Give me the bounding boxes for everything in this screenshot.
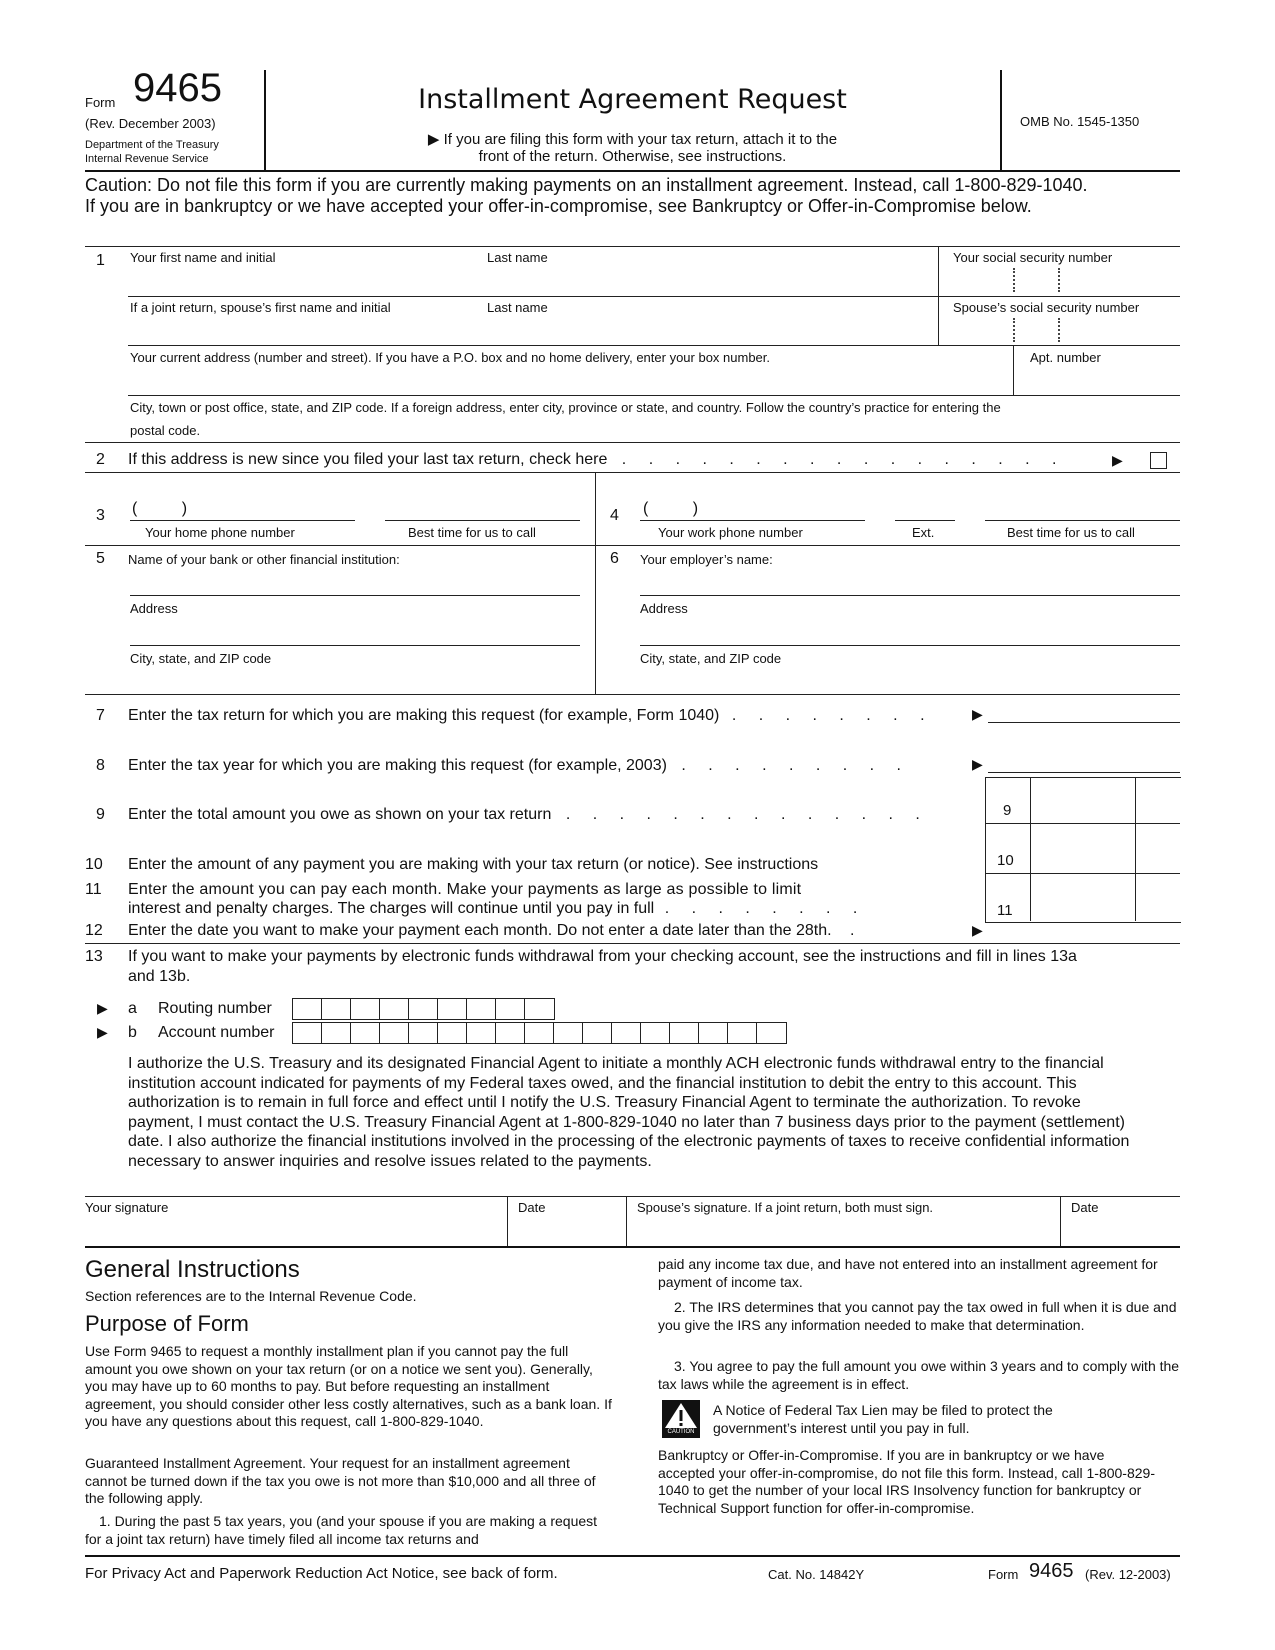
line-13a-letter: a xyxy=(128,1000,137,1017)
box-10-label: 10 xyxy=(997,852,1014,869)
line-3-number: 3 xyxy=(96,507,105,524)
line-8-number: 8 xyxy=(96,757,105,774)
box-9-label: 9 xyxy=(1003,802,1012,819)
line-8-dots: . . . . . . . . . xyxy=(681,757,910,774)
spouse-ssn-label: Spouse’s social security number xyxy=(953,300,1140,315)
line-13-label-1: If you want to make your payments by electronic funds withdrawal from your checking account, see the instructions and fill in lines 13a xyxy=(128,948,1077,965)
line-12-text xyxy=(128,922,854,940)
line-2-arrow-icon: ▶ xyxy=(1112,452,1123,468)
section-references: Section references are to the Internal Revenue Code. xyxy=(85,1288,417,1304)
home-phone-field[interactable] xyxy=(130,498,355,520)
date-label-1: Date xyxy=(518,1200,546,1215)
apt-number-label: Apt. number xyxy=(1030,350,1101,365)
item-1-continued: paid any income tax due, and have not entered into an installment agreement for payment of income tax. xyxy=(658,1256,1158,1290)
monthly-payment-field[interactable] xyxy=(1031,874,1179,920)
purpose-heading: Purpose of Form xyxy=(85,1311,249,1336)
line-9-label: Enter the total amount you owe as shown on your tax return xyxy=(128,806,552,823)
line-11-number: 11 xyxy=(85,881,102,898)
home-best-time-field[interactable] xyxy=(385,498,580,520)
guaranteed-text: Guaranteed Installment Agreement. Your request for an installment agreement cannot be turned down if the tax you owe is not more than $10,000 and all three of the following apply. xyxy=(85,1455,596,1506)
line-8-text xyxy=(128,757,910,775)
employer-city-label: City, state, and ZIP code xyxy=(640,651,782,666)
work-best-time-label: Best time for us to call xyxy=(1007,525,1135,540)
item-2-text: 2. The IRS determines that you cannot pay the tax owed in full when it is due and you give the IRS any information needed to make that determination. xyxy=(658,1299,1177,1333)
payment-with-return-field[interactable] xyxy=(1031,824,1179,872)
last-name-label: Last name xyxy=(487,250,548,265)
line-9-text xyxy=(128,806,929,824)
tax-year-field[interactable] xyxy=(988,750,1180,772)
account-number-input[interactable] xyxy=(292,1022,787,1044)
spouse-name-field[interactable] xyxy=(128,315,938,345)
form-revision: (Rev. December 2003) xyxy=(85,116,216,131)
spouse-first-name-label: If a joint return, spouse’s first name and initial xyxy=(130,300,391,315)
ext-field[interactable] xyxy=(895,498,955,520)
line-2-text xyxy=(128,451,1066,469)
employer-name-label: Your employer’s name: xyxy=(640,552,773,567)
home-phone-paren: ( ) xyxy=(132,500,188,517)
account-number-label: Account number xyxy=(158,1024,275,1041)
line-5-number: 5 xyxy=(96,550,105,567)
line-4-number: 4 xyxy=(610,507,619,524)
line-12-arrow-icon: ▶ xyxy=(972,922,983,938)
filing-instruction-1: ▶ If you are filing this form with your tax return, attach it to the xyxy=(427,131,838,148)
address-changed-checkbox[interactable] xyxy=(1150,452,1167,469)
line-13-number: 13 xyxy=(85,948,103,965)
line-9-dots: . . . . . . . . . . . . . . xyxy=(565,806,929,823)
line-2-number: 2 xyxy=(96,451,105,468)
work-phone-label: Your work phone number xyxy=(658,525,803,540)
line-7-text xyxy=(128,707,934,725)
footer-form-label: Form xyxy=(988,1567,1019,1582)
date-field-1[interactable] xyxy=(509,1215,624,1245)
line-11-dots: . . . . . . . . xyxy=(664,900,867,917)
filing-instruction-2: front of the return. Otherwise, see instructions. xyxy=(478,148,787,165)
page-title: Installment Agreement Request xyxy=(418,84,847,115)
routing-number-input[interactable] xyxy=(292,998,555,1020)
department: Department of the Treasury xyxy=(85,139,219,151)
address-field[interactable] xyxy=(128,365,1013,395)
general-instructions-heading: General Instructions xyxy=(85,1256,300,1283)
bank-city-field[interactable] xyxy=(130,667,580,693)
home-phone-label: Your home phone number xyxy=(145,525,295,540)
date-label-2: Date xyxy=(1071,1200,1099,1215)
line-8-label: Enter the tax year for which you are making this request (for example, 2003) xyxy=(128,757,667,774)
item-1-text: 1. During the past 5 tax years, you (and your spouse if you are making a request for a joint tax return) have timely filed all income tax returns and xyxy=(85,1513,598,1547)
bank-name-field[interactable] xyxy=(130,568,580,594)
caution-icon-text: CAUTION xyxy=(667,1429,695,1435)
authorization-text: I authorize the U.S. Treasury and its designated Financial Agent to initiate a monthly ACH electronic funds withdrawal entry to the financial institution account indicated for payments of my Federal taxes owed, and the financial institution to debit the entry to this account. This authorization is to remain in full force and effect until I notify the U.S. Treasury Financial Agent to terminate the authorization. To revoke payment, I must contact the U.S. Treasury Financial Agent at 1-800-829-1040 no later than 7 business days prior to the payment (settlement) date. I also authorize the financial institutions involved in the processing of the electronic payments of taxes to receive confidential information necessary to answer inquiries and resolve issues related to the payments. xyxy=(128,1055,1130,1170)
work-best-time-field[interactable] xyxy=(985,498,1180,520)
line-10-number: 10 xyxy=(85,856,103,873)
line-6-number: 6 xyxy=(610,550,619,567)
spouse-signature-label: Spouse’s signature. If a joint return, both must sign. xyxy=(637,1200,934,1215)
line-7-dots: . . . . . . . . xyxy=(731,707,934,724)
line-12-label: Enter the date you want to make your payment each month. Do not enter a date later than the 28th. xyxy=(128,922,832,939)
line-7-label: Enter the tax return for which you are making this request (for example, Form 1040) xyxy=(128,707,720,724)
work-phone-paren: ( ) xyxy=(643,500,699,517)
caution-line-2: If you are in bankruptcy or we have accepted your offer-in-compromise, see Bankruptcy or Offer-in-Compromise below. xyxy=(85,196,1032,216)
line-13b-arrow-icon: ▶ xyxy=(97,1024,108,1040)
privacy-notice: For Privacy Act and Paperwork Reduction Act Notice, see back of form. xyxy=(85,1565,558,1582)
line-9-number: 9 xyxy=(96,806,105,823)
address-label: Your current address (number and street). If you have a P.O. box and no home delivery, enter your box number. xyxy=(130,350,771,365)
employer-address-field[interactable] xyxy=(640,617,1180,643)
footer-form-number: 9465 xyxy=(1029,1560,1074,1582)
ssn-field[interactable] xyxy=(940,265,1180,295)
footer-revision: (Rev. 12-2003) xyxy=(1085,1567,1171,1582)
tax-return-field[interactable] xyxy=(988,700,1180,722)
item-3-text: 3. You agree to pay the full amount you owe within 3 years and to comply with the tax laws while the agreement is in effect. xyxy=(658,1358,1180,1392)
line-13-label-2: and 13b. xyxy=(128,968,191,985)
box-11-label: 11 xyxy=(997,902,1013,919)
line-7-number: 7 xyxy=(96,707,105,724)
first-name-field[interactable] xyxy=(128,265,938,295)
form-number: 9465 xyxy=(133,66,222,110)
form-label: Form xyxy=(85,95,116,110)
caution-icon xyxy=(662,1400,700,1438)
city-field[interactable] xyxy=(300,415,1180,441)
caution-line-1: Caution: Do not file this form if you are currently making payments on an installment agreement. Instead, call 1-800-829-1040. xyxy=(85,175,1088,195)
line-7-arrow-icon: ▶ xyxy=(972,706,983,722)
home-best-time-label: Best time for us to call xyxy=(408,525,536,540)
catalog-number: Cat. No. 14842Y xyxy=(768,1567,865,1582)
line-2-dots: . . . . . . . . . . . . . . . . . xyxy=(621,451,1066,468)
apt-number-field[interactable] xyxy=(1015,365,1180,395)
line-12-number: 12 xyxy=(85,922,103,939)
form-header xyxy=(0,0,1275,170)
date-field-2[interactable] xyxy=(1062,1215,1180,1245)
routing-number-label: Routing number xyxy=(158,1000,272,1017)
bank-address-field[interactable] xyxy=(130,617,580,643)
ext-label: Ext. xyxy=(912,525,935,540)
payment-date-field[interactable] xyxy=(988,921,1180,941)
line-2-label: If this address is new since you filed your last tax return, check here xyxy=(128,451,608,468)
spouse-last-name-label: Last name xyxy=(487,300,548,315)
city-label-2: postal code. xyxy=(130,423,201,438)
city-label-1: City, town or post office, state, and ZIP code. If a foreign address, enter city, province or state, and country. Follow the country’s practice for entering the xyxy=(130,400,1001,415)
line-11-text-2 xyxy=(128,900,866,918)
employer-city-field[interactable] xyxy=(640,667,1180,693)
spouse-signature-field[interactable] xyxy=(628,1215,1058,1245)
your-signature-label: Your signature xyxy=(85,1200,169,1215)
line-8-arrow-icon: ▶ xyxy=(972,756,983,772)
line-10-label: Enter the amount of any payment you are making with your tax return (or notice). See instructions xyxy=(128,856,819,873)
employer-address-label: Address xyxy=(640,601,688,616)
bankruptcy-text: Bankruptcy or Offer-in-Compromise. If you are in bankruptcy or we have accepted your offer-in-compromise, do not file this form. Instead, call 1-800-829-1040 to get the number of your local IRS Insolvency function for bankruptcy or Technical Support function for offer-in-compromise. xyxy=(658,1447,1155,1516)
omb-number: OMB No. 1545-1350 xyxy=(1020,114,1140,129)
ssn-label: Your social security number xyxy=(953,250,1113,265)
line-11-label-1: Enter the amount you can pay each month. Make your payments as large as possible to limit xyxy=(128,881,802,898)
tax-lien-text: A Notice of Federal Tax Lien may be filed to protect the government’s interest until you pay in full. xyxy=(713,1402,1053,1436)
total-owed-field[interactable] xyxy=(1031,778,1179,822)
line-12-dots: . xyxy=(850,922,855,939)
line-13b-letter: b xyxy=(128,1024,137,1041)
agency: Internal Revenue Service xyxy=(85,153,209,165)
employer-name-field[interactable] xyxy=(640,568,1180,594)
bank-address-label: Address xyxy=(130,601,178,616)
work-phone-field[interactable] xyxy=(640,498,865,520)
bank-name-label: Name of your bank or other financial institution: xyxy=(128,552,400,567)
line-13a-arrow-icon: ▶ xyxy=(97,1000,108,1016)
first-name-label: Your first name and initial xyxy=(130,250,276,265)
bank-city-label: City, state, and ZIP code xyxy=(130,651,272,666)
purpose-text: Use Form 9465 to request a monthly installment plan if you cannot pay the full amount you owe shown on your tax return (or on a notice we sent you). Generally, you may have up to 60 months to pay. But before requesting an installment agreement, you should consider other less costly alternatives, such as a bank loan. If you have any questions about this request, call 1-800-829-1040. xyxy=(85,1343,612,1429)
line-1-number: 1 xyxy=(96,252,105,269)
spouse-ssn-field[interactable] xyxy=(940,315,1180,345)
your-signature-field[interactable] xyxy=(85,1215,505,1245)
line-11-label-2: interest and penalty charges. The charges will continue until you pay in full xyxy=(128,900,655,917)
